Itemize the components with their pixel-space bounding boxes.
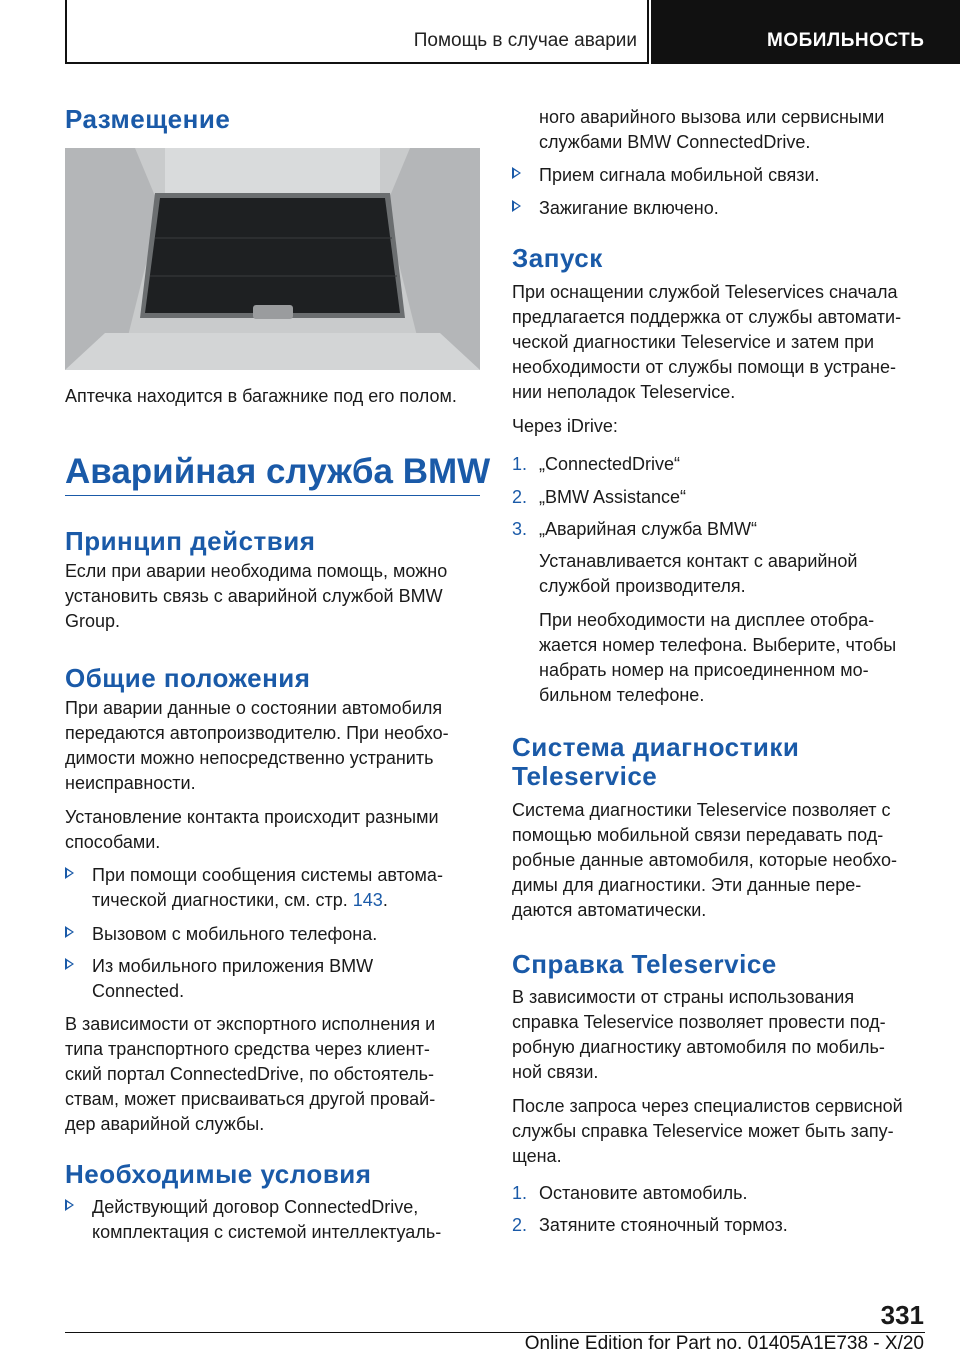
triangle-bullet-icon: [65, 926, 74, 938]
text-general-1: При аварии данные о состоянии автомобиля передаются автопроизводителю. При необхо- димости можно непосредственно устранить неисправности.: [65, 698, 449, 793]
text-diagnostics: Система диагностики Teleservice позволяет с помощью мобильной связи передавать под- робные данные автомобиля, которые необхо- димы для диагностики. Эти данные пере- даются автоматически.: [512, 800, 897, 920]
heading-rule: [65, 495, 480, 496]
heading-general: Общие положения: [65, 663, 311, 693]
triangle-bullet-icon: [512, 167, 521, 179]
page-header: [0, 0, 960, 66]
heading-requirements: Необходимые условия: [65, 1159, 372, 1189]
step3-text-2: При необходимости на дисплее отобра- жается номер телефона. Выберите, чтобы набрать номер на присоединенном мо- бильном телефоне.: [539, 610, 897, 705]
step-item: 1. Остановите автомобиль.: [512, 1183, 748, 1203]
step-item: 1. „ConnectedDrive“: [512, 454, 681, 474]
list-item: Прием сигнала мобильной связи.: [512, 163, 932, 188]
heading-start: Запуск: [512, 243, 603, 273]
heading-principle: Принцип действия: [65, 526, 316, 556]
heading-teleservice-help: Справка Teleservice: [512, 949, 777, 979]
page-link[interactable]: 143: [352, 890, 383, 910]
heading-diagnostics: Система диагностики Teleservice: [512, 732, 800, 791]
trunk-image: [65, 148, 480, 370]
triangle-bullet-icon: [65, 958, 74, 970]
step-item: 3. „Аварийная служба BMW“: [512, 519, 758, 539]
list-item: Действующий договор ConnectedDrive, комплектация с системой интеллектуаль-: [65, 1195, 480, 1245]
text-help-2: После запроса через специалистов сервисной службы справка Teleservice может быть запу- щена.: [512, 1096, 903, 1166]
text-general-2: Установление контакта происходит разными способами.: [65, 807, 439, 852]
step3-text-1: Устанавливается контакт с аварийной службой производителя.: [539, 551, 858, 596]
triangle-bullet-icon: [65, 1199, 74, 1211]
image-caption: Аптечка находится в багажнике под его полом.: [65, 386, 457, 406]
edition-text: Online Edition for Part no. 01405A1E738 - X/20: [524, 1333, 924, 1354]
heading-main: Аварийная служба BMW: [65, 452, 491, 491]
list-item: При помощи сообщения системы автома- тической диагностики, см. стр. 143.: [65, 863, 480, 913]
category-tab: МОБИЛЬНОСТЬ: [651, 0, 960, 64]
text-idrive: Через iDrive:: [512, 416, 618, 436]
text-help-1: В зависимости от страны использования справка Teleservice позволяет провести под- робную диагностику автомобиля по мобиль- ной связи.: [512, 987, 886, 1082]
section-title: Помощь в случае аварии: [65, 0, 649, 64]
text-depend: В зависимости от экспортного исполнения и типа транспортного средства через клиент- ский портал ConnectedDrive, по обстоятель- ствам, может присваиваться другой провай- дер аварийной службы.: [65, 1014, 436, 1134]
list-item: Из мобильного приложения BMW Connected.: [65, 954, 480, 1004]
text-continued: ного аварийного вызова или сервисными службами BMW ConnectedDrive.: [539, 107, 885, 152]
heading-placement: Размещение: [65, 104, 231, 134]
text-start: При оснащении службой Teleservices сначала предлагается поддержка от службы автомати- ческой диагностики Teleservice и затем при необходимости от службы помощи в устране- нии неполадок Teleservice.: [512, 282, 902, 402]
step-item: 2. „BMW Assistance“: [512, 487, 687, 507]
page-number: 331: [880, 1300, 924, 1330]
list-item: Зажигание включено.: [512, 196, 932, 221]
step-item: 2. Затяните стояночный тормоз.: [512, 1215, 788, 1235]
text-principle: Если при аварии необходима помощь, можно установить связь с аварийной службой BMW Group.: [65, 561, 448, 631]
list-item: Вызовом с мобильного телефона.: [65, 922, 480, 947]
triangle-bullet-icon: [512, 200, 521, 212]
triangle-bullet-icon: [65, 867, 74, 879]
